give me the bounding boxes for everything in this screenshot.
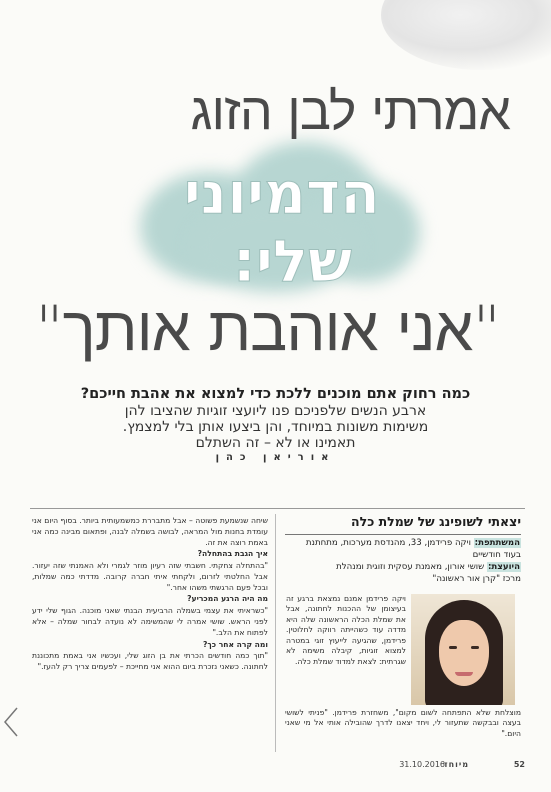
- paragraph: "בהתחלה צחקתי. חשבתי שזה רעיון מוזר לגמרי ולא האמנתי שזה יעזור. אבל החלטתי לזרום, ולקחתי איתי חברה קרובה. מדדתי כמה שמלות, ובכל פעם הרגשתי משהו אחר.": [32, 561, 268, 592]
- subheading: איך הגבת בהתחלה?: [197, 549, 268, 559]
- divider: [30, 508, 525, 509]
- box-title: יצאתי לשופינג של שמלת כלה: [351, 514, 521, 529]
- paragraph: "כשראיתי את עצמי בשמלה הרביעית הבנתי שאני מוכנה. הגוף שלי ידע לפני הראש. שושי אמרה לי שהמשימה לא נועדה לבחור שמלה – אלא לפתוח את הלב.": [32, 606, 268, 637]
- continue-arrow-icon[interactable]: [2, 706, 20, 738]
- headline-line-4: "אני אוהבת אותך": [35, 292, 500, 365]
- headline-line-2: הדמיוני: [183, 159, 380, 227]
- subheading: מה היה הרגע המכריע?: [187, 594, 268, 604]
- author-byline: אוריאן כהן: [215, 452, 336, 463]
- crumpled-paper-decoration: [381, 0, 551, 70]
- participant-text: ויקה פרידמן, 33, מהנדסת מערכות, מתחתנת: [305, 538, 471, 548]
- box-divider: [285, 534, 521, 535]
- box-cast: [285, 537, 521, 585]
- advisor-text: שושי אורון, מאמנת עסקית וזוגית ומנהלת: [336, 562, 485, 573]
- magazine-name: מיוחד: [442, 760, 469, 769]
- column-separator: [275, 514, 276, 752]
- participant-text-2: בעוד חודשיים: [472, 550, 521, 561]
- intro-line-1: ארבע הנשים שלפניכם פנו ליועצי זוגיות שהציבו להן: [124, 402, 427, 419]
- box-body-2: מוצלחת שלא התפתחה לשום מקום", משחזרת פרידמן. "פניתי לשושי בעצה ובבקשה שתעזור לי, ויחד יצאנו לדרך שהובילה אותי אל מי שאני היום.": [285, 708, 521, 738]
- headline-line-3: שלי:: [232, 227, 352, 295]
- advisor-text-2: מרכז "קרן אור ראשונה": [432, 574, 521, 585]
- advisor-tag: היועצת:: [487, 562, 520, 573]
- headline-line-1: אמרתי לבן הזוג: [190, 82, 510, 142]
- subheading: ומה קרה אחר כך?: [202, 639, 268, 649]
- left-column: [32, 516, 268, 674]
- page-number: 52: [513, 760, 525, 769]
- box-body-1: ויקה פרידמן אמנם נמצאת ברגע זה בעיצומן של ההכנות לחתונה, אבל את שמלת הכלה הראשונה שלה היא מדדה עוד כשהייתה רווקה לחלוטין. פרידמן, שהגיעה לייעוץ זוגי במטרה למצוא זוגיות, קיבלה משימה לא שגרתית: לצאת למדוד שמלת כלה.: [286, 594, 406, 666]
- participant-photo: [411, 594, 515, 705]
- issue-date: 31.10.2016: [399, 760, 445, 769]
- participant-tag: המשתתפת:: [474, 538, 520, 548]
- intro: [28, 386, 523, 451]
- paragraph: שיחה שנשמעת פשוטה – אבל מתבררת כמשמעותית ביותר. בסוף היום אני עומדת בחנות מול המראה, לבושה בשמלה לבנה, ופתאום מבינה כמה אני באמת רוצה את זה.: [32, 516, 268, 547]
- intro-line-3: תאמינו או לא – זה השתלם: [195, 434, 356, 451]
- paragraph: "תוך כמה חודשים הכרתי את בן הזוג שלי, ועכשיו אני באמת מתכוננת לחתונה. כשאני נזכרת ביום ההוא אני מחייכת – לפעמים צריך רק להעז.": [32, 651, 268, 672]
- page-footer: [30, 760, 525, 774]
- intro-line-2: משימות משונות במיוחד, והן ביצעו אותן בלי למצמץ.: [122, 418, 429, 435]
- intro-question: כמה רחוק אתם מוכנים ללכת כדי למצוא את אהבת חייכם?: [80, 386, 471, 402]
